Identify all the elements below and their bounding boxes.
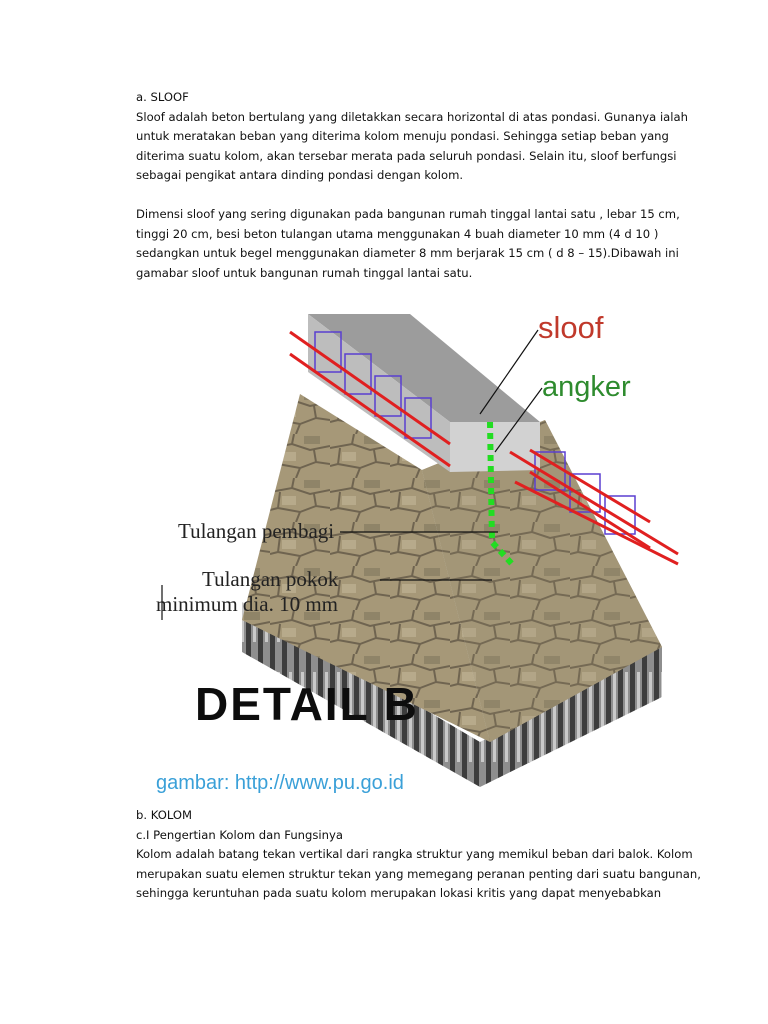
label-angker: angker	[542, 371, 631, 403]
paragraph-line: sehingga keruntuhan pada suatu kolom merupakan lokasi kritis yang dapat menyebabkan	[136, 886, 662, 900]
section-kolom	[136, 806, 701, 904]
figure-credit: gambar: http://www.pu.go.id	[156, 772, 404, 794]
section-subheading: c.I Pengertian Kolom dan Fungsinya	[136, 827, 343, 842]
paragraph-line: tinggi 20 cm, besi beton tulangan utama menggunakan 4 buah diameter 10 mm (4 d 10 )	[136, 226, 659, 241]
paragraph-line: Kolom adalah batang tekan vertikal dari rangka struktur yang memikul beban dari balok. Kolom	[136, 847, 693, 861]
label-minimum-dia: minimum dia. 10 mm	[156, 592, 338, 616]
sloof-beam-side	[450, 422, 540, 472]
section-sloof	[136, 88, 696, 283]
paragraph-line: Sloof adalah beton bertulang yang diletakkan secara horizontal di atas pondasi. Gunanya ialah	[136, 109, 688, 124]
paragraph-line: diterima suatu kolom, akan tersebar merata pada seluruh pondasi. Selain itu, sloof berfungsi	[136, 148, 677, 163]
paragraph-line: gamabar sloof untuk bangunan rumah tinggal lantai satu.	[136, 265, 473, 280]
figure-title: DETAIL B	[195, 678, 419, 730]
paragraph-line: untuk meratakan beban yang diterima kolom menuju pondasi. Sehingga setiap beban yang	[136, 129, 669, 143]
label-sloof: sloof	[538, 310, 604, 345]
section-heading: a. SLOOF	[136, 90, 189, 104]
paragraph-line: Dimensi sloof yang sering digunakan pada bangunan rumah tinggal lantai satu , lebar 15 cm,	[136, 207, 680, 221]
paragraph-line: sedangkan untuk begel menggunakan diameter 8 mm berjarak 15 cm ( d 8 – 15).Dibawah ini	[136, 246, 679, 260]
paragraph-line: sebagai pengikat antara dinding pondasi dengan kolom.	[136, 168, 464, 182]
label-tulangan-pokok: Tulangan pokok	[202, 567, 339, 591]
paragraph-line: merupakan suatu elemen struktur tekan yang memegang peranan penting dari suatu bangunan,	[136, 866, 701, 881]
section-heading: b. KOLOM	[136, 808, 192, 822]
sloof-detail-figure	[150, 302, 685, 797]
label-tulangan-pembagi: Tulangan pembagi	[178, 519, 335, 543]
